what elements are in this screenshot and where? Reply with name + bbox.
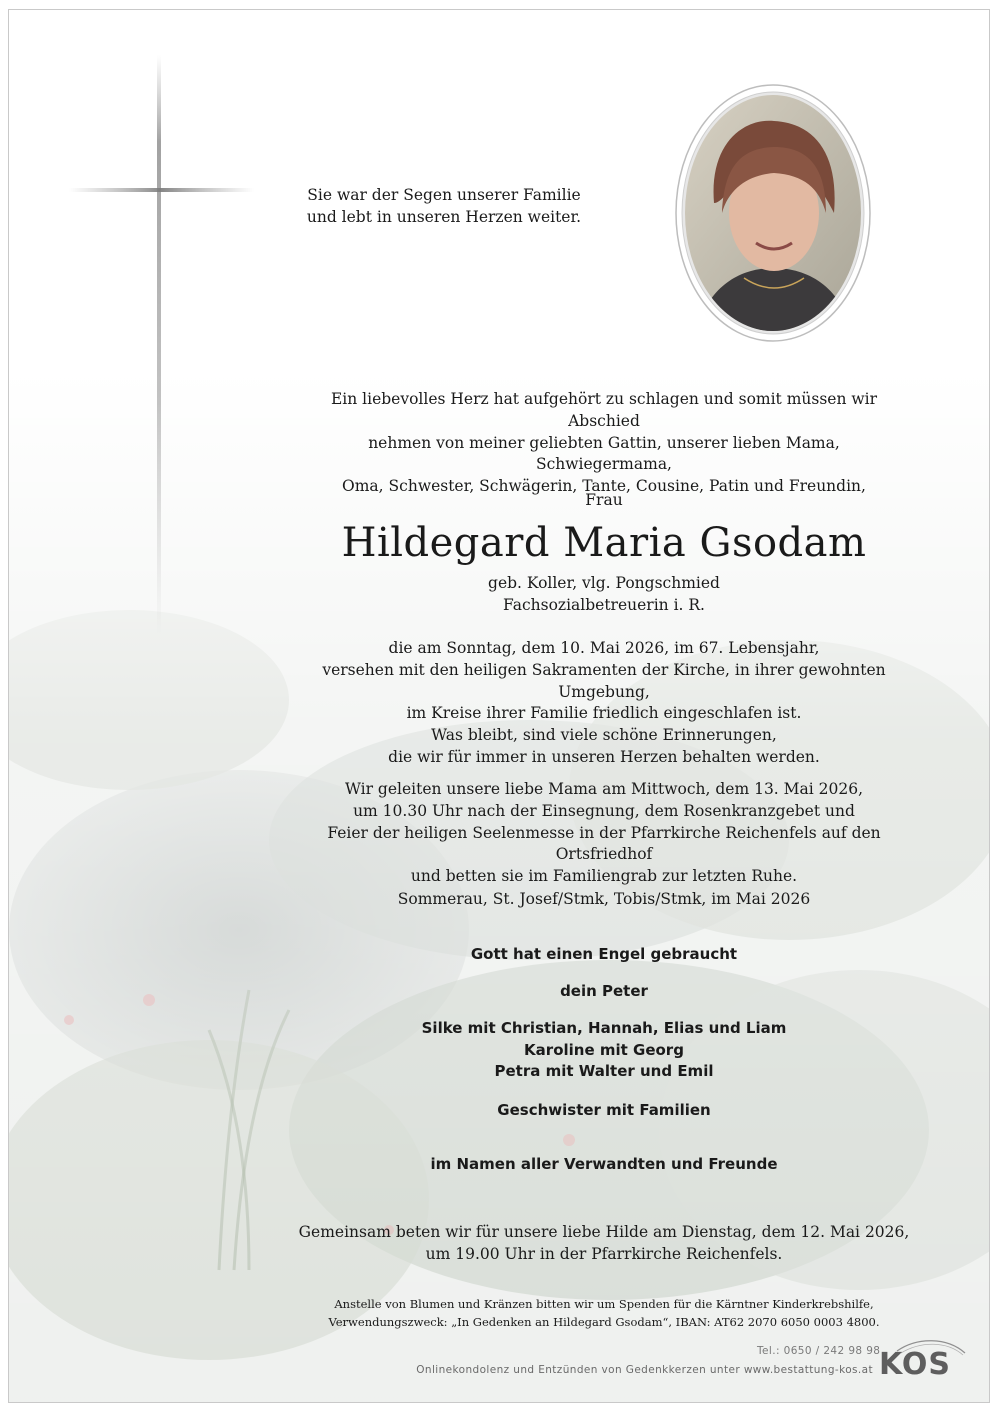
- funeral-line: um 10.30 Uhr nach der Einsegnung, dem Rosenkranzgebet und: [353, 801, 855, 820]
- death-paragraph: [279, 638, 929, 769]
- motto-text: [299, 185, 589, 229]
- motto-line: und lebt in unseren Herzen weiter.: [306, 207, 582, 226]
- cross-icon: [69, 55, 269, 635]
- funeral-line: Feier der heiligen Seelenmesse in der Pfarrkirche Reichenfels auf den Ortsfriedhof: [327, 823, 881, 864]
- mourner-line: Karoline mit Georg: [524, 1040, 684, 1059]
- prayer-paragraph: [279, 1222, 929, 1266]
- death-line: die am Sonntag, dem 10. Mai 2026, im 67. Lebensjahr,: [388, 639, 820, 657]
- intro-paragraph: [309, 389, 899, 498]
- intro-line: Oma, Schwester, Schwägerin, Tante, Cousine, Patin und Freundin,: [342, 477, 866, 496]
- funeral-paragraph: [279, 779, 929, 888]
- donation-line: Verwendungszweck: „In Gedenken an Hildegard Gsodam“, IBAN: AT62 2070 6050 0003 4800.: [328, 1315, 880, 1329]
- prayer-line: Gemeinsam beten wir für unsere liebe Hilde am Dienstag, dem 12. Mai 2026,: [298, 1223, 910, 1241]
- deceased-name: Hildegard Maria Gsodam: [341, 520, 867, 566]
- mourner-line: Silke mit Christian, Hannah, Elias und Liam: [421, 1019, 787, 1037]
- mourners-children: [309, 1018, 899, 1083]
- intro-line: nehmen von meiner geliebten Gattin, unserer lieben Mama, Schwiegermama,: [368, 433, 840, 474]
- mourner-line: Petra mit Walter und Emil: [494, 1062, 714, 1080]
- logo-text: KOS: [879, 1347, 952, 1382]
- mourner-line: Geschwister mit Familien: [497, 1101, 711, 1119]
- mourner-line: im Namen aller Verwandten und Freunde: [430, 1155, 778, 1173]
- obituary-card: [8, 9, 990, 1403]
- intro-line: Ein liebevolles Herz hat aufgehört zu schlagen und somit müssen wir Abschied: [330, 390, 878, 430]
- motto-line: Sie war der Segen unserer Familie: [307, 186, 581, 204]
- mourner-line: Gott hat einen Engel gebraucht: [470, 945, 738, 963]
- funeral-home-phone: Tel.: 0650 / 242 98 98: [757, 1345, 881, 1357]
- death-line: versehen mit den heiligen Sakramenten der Kirche, in ihrer gewohnten Umgebung,: [322, 660, 886, 701]
- mourner-line: dein Peter: [560, 982, 648, 1000]
- kos-logo: [877, 1335, 967, 1385]
- death-line: die wir für immer in unseren Herzen behalten werden.: [388, 747, 820, 766]
- death-line: Was bleibt, sind viele schöne Erinnerungen,: [431, 726, 777, 745]
- profession: Fachsozialbetreuerin i. R.: [503, 596, 705, 614]
- death-line: im Kreise ihrer Familie friedlich eingeschlafen ist.: [406, 704, 802, 723]
- portrait-photo: [674, 83, 872, 343]
- funeral-line: Wir geleiten unsere liebe Mama am Mittwoch, dem 13. Mai 2026,: [344, 780, 864, 798]
- salutation: Frau: [585, 491, 623, 509]
- donation-line: Anstelle von Blumen und Kränzen bitten wir um Spenden für die Kärntner Kinderkrebshilfe,: [334, 1297, 874, 1311]
- donation-paragraph: [249, 1295, 959, 1331]
- place-date: Sommerau, St. Josef/Stmk, Tobis/Stmk, im Mai 2026: [397, 890, 811, 908]
- prayer-line: um 19.00 Uhr in der Pfarrkirche Reichenfels.: [425, 1244, 783, 1263]
- funeral-home-online: Onlinekondolenz und Entzünden von Gedenkkerzen unter www.bestattung-kos.at: [416, 1364, 873, 1376]
- funeral-line: und betten sie im Familiengrab zur letzten Ruhe.: [410, 867, 798, 886]
- maiden-name: geb. Koller, vlg. Pongschmied: [488, 574, 720, 592]
